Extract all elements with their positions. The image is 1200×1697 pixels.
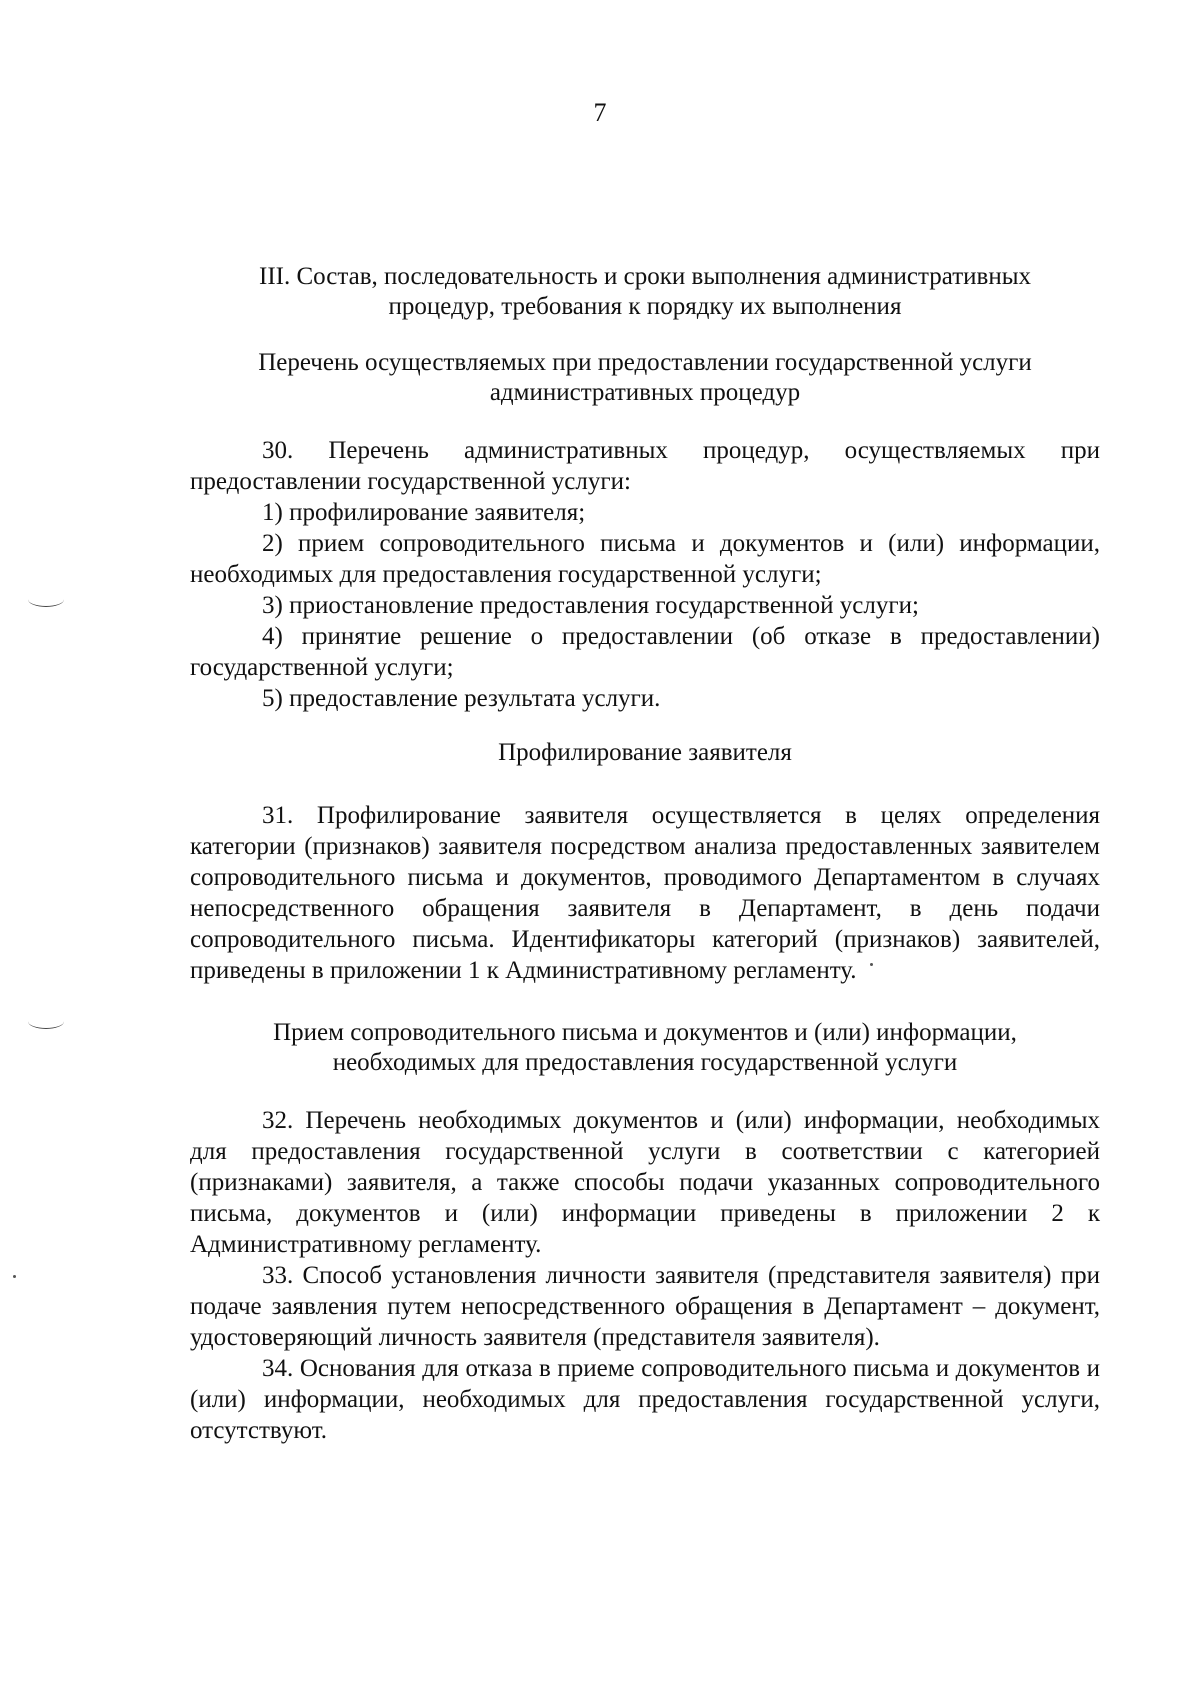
scan-speck — [870, 963, 873, 966]
paragraph-31: 31. Профилирование заявителя осуществляется в целях определения категории (признаков) заявителя посредством анализа предоставленных заявителем сопроводительного письма и документов, проводимого Департаментом в случаях непосредственного обращения заявителя в Департамент, в день подачи сопроводительного письма. Идентификаторы категорий (признаков) заявителей, приведены в приложении 1 к Административному регламенту. — [190, 802, 1100, 984]
list-heading-line2: административных процедур — [489, 379, 801, 406]
list-item-4: 4) принятие решение о предоставлении (об отказе в предоставлении) государственной услуги; — [190, 623, 1100, 681]
section-title-line2: процедур, требования к порядку их выполнения — [388, 293, 902, 320]
paragraph-34: 34. Основания для отказа в приеме сопроводительного письма и документов и (или) информации, необходимых для предоставления государственной услуги, отсутствуют. — [190, 1355, 1100, 1444]
reception-heading — [190, 1018, 1100, 1078]
paragraph-32: 32. Перечень необходимых документов и (или) информации, необходимых для предоставления государственной услуги в соответствии с категорией (признаками) заявителя, а также способы подачи указанных сопроводительного письма, документов и (или) информации приведены в приложении 2 к Административному регламенту. — [190, 1107, 1100, 1258]
section-title-line1: III. Состав, последовательность и сроки выполнения административных — [259, 263, 1031, 290]
section-title — [190, 262, 1100, 322]
list-heading — [190, 348, 1100, 408]
list-item-2: 2) прием сопроводительного письма и документов и (или) информации, необходимых для предоставления государственной услуги; — [190, 530, 1100, 588]
profiling-heading: Профилирование заявителя — [498, 739, 792, 766]
paragraph-33: 33. Способ установления личности заявителя (представителя заявителя) при подаче заявления путем непосредственного обращения в Департамент – документ, удостоверяющий личность заявителя (представителя заявителя). — [190, 1262, 1100, 1351]
scan-speck — [13, 1275, 16, 1278]
page-number: 7 — [593, 98, 607, 127]
list-heading-line1: Перечень осуществляемых при предоставлении государственной услуги — [258, 349, 1032, 376]
reception-heading-line2: необходимых для предоставления государственной услуги — [332, 1049, 958, 1076]
paragraph-30-intro: 30. Перечень административных процедур, осуществляемых при предоставлении государственной услуги: — [190, 437, 1100, 495]
list-item-1: 1) профилирование заявителя; — [262, 499, 586, 526]
list-item-3: 3) приостановление предоставления государственной услуги; — [262, 592, 919, 619]
scan-binding-mark — [28, 1014, 64, 1029]
list-item-5: 5) предоставление результата услуги. — [262, 685, 661, 712]
scan-binding-mark — [28, 592, 64, 607]
reception-heading-line1: Прием сопроводительного письма и документов и (или) информации, — [273, 1019, 1017, 1046]
